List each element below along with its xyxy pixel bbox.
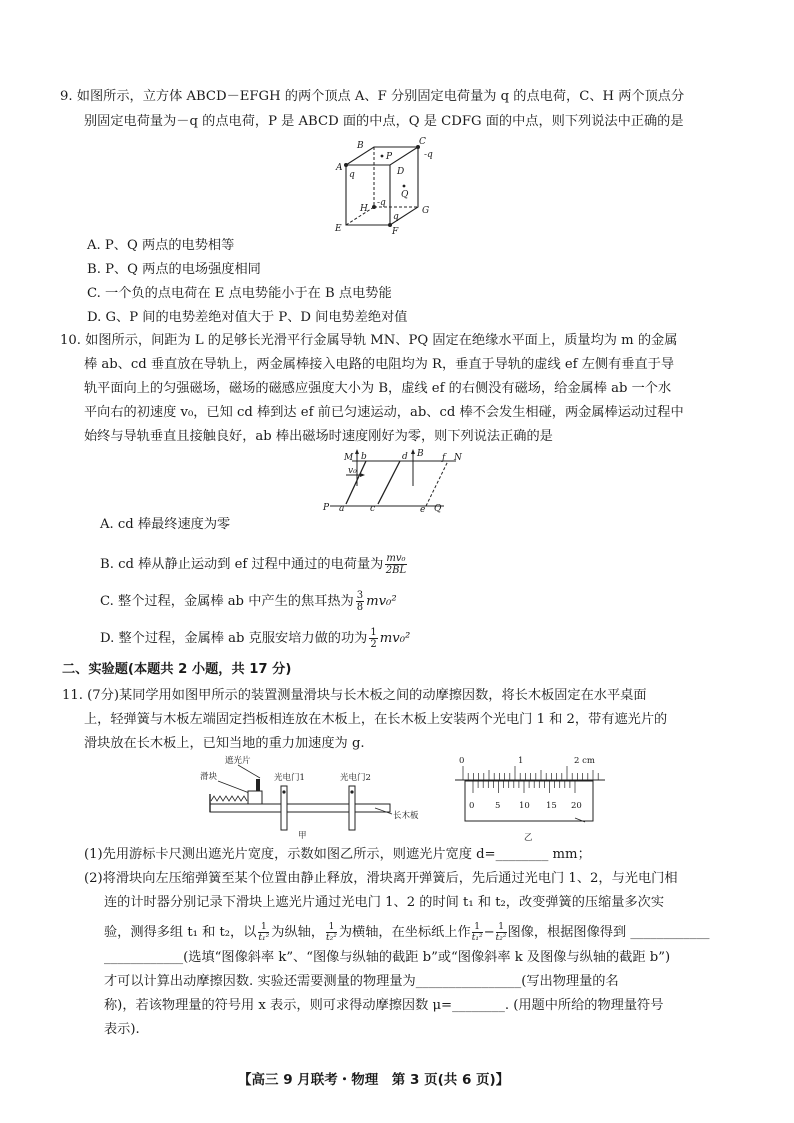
- fraction-numerator: 1: [258, 922, 269, 933]
- cube-label-G: G: [422, 206, 430, 216]
- fraction-denominator: 2BL: [385, 565, 407, 576]
- q10-stem-line1: 10. 如图所示，间距为 L 的足够长光滑平行金属导轨 MN、PQ 固定在绝缘水平面上，质量均为 m 的金属: [60, 333, 678, 348]
- q10-stem-line4: 平向右的初速度 v₀，已知 cd 棒到达 ef 前已匀速运动，ab、cd 棒不会发生相碰，两金属棒运动过程中: [84, 405, 684, 420]
- rails-figure: [322, 448, 462, 514]
- q9-stem-line2: 别固定电荷量为－q 的点电荷，P 是 ABCD 面的中点，Q 是 CDFG 面的中点，则下列说法中正确的是: [84, 114, 684, 129]
- q11-part2-line3-a: 验，测得多组 t₁ 和 t₂，以: [104, 925, 257, 940]
- q10-stem-line5: 始终与导轨垂直且接触良好，ab 棒出磁场时速度刚好为零，则下列说法正确的是: [84, 429, 553, 444]
- fraction-1-over-t1-squared-b: [472, 922, 483, 943]
- q10-option-a: A. cd 棒最终速度为零: [100, 517, 231, 532]
- q10-option-c: [100, 590, 397, 613]
- main-scale-label-1: 1: [518, 756, 524, 766]
- q10-option-d-tail: mv₀²: [379, 631, 411, 646]
- q9-stem-line1: 9. 如图所示，立方体 ABCD－EFGH 的两个顶点 A、F 分别固定电荷量为 q 的点电荷，C、H 两个顶点分: [60, 89, 685, 104]
- main-scale-label-0: 0: [459, 756, 465, 766]
- page-footer: 【高三 9 月联考・物理 第 3 页(共 6 页)】: [238, 1072, 510, 1088]
- fraction-denominator: t₂²: [326, 933, 337, 943]
- rails-label-e: e: [420, 505, 426, 515]
- fraction-denominator: t₁²: [258, 933, 270, 943]
- vernier-figure: [455, 754, 605, 846]
- rails-label-c: c: [370, 504, 376, 514]
- vernier-scale-label-0: 0: [469, 801, 475, 811]
- q10-stem-line2: 棒 ab、cd 垂直放在导轨上，两金属棒接入电路的电阻均为 R，垂直于导轨的虚线 ef 左侧有垂直于导: [84, 357, 675, 372]
- q11-stem-line2: 上，轻弹簧与木板左端固定挡板相连放在木板上，在长木板上安装两个光电门 1 和 2，带有遮光片的: [84, 712, 668, 727]
- q10-option-c-tail: mv₀²: [366, 594, 397, 609]
- fraction-denominator: 8: [356, 602, 364, 613]
- label-gate2: 光电门2: [340, 773, 371, 783]
- label-slider: 滑块: [200, 772, 218, 782]
- q11-part2-line3-c: 为横轴，在坐标纸上作: [338, 925, 471, 940]
- fraction-denominator: 2: [370, 639, 377, 650]
- fraction-numerator: 1: [326, 922, 337, 933]
- cube-label-H: H: [360, 204, 368, 214]
- vernier-scale-label-10: 10: [519, 801, 530, 811]
- q11-part2-line3-d: 图像，根据图像得到 ____________: [507, 925, 710, 940]
- fraction-denominator: t₁²: [471, 933, 483, 943]
- rails-label-v0: v₀: [348, 466, 357, 476]
- fraction-1-over-t2-squared: [326, 922, 337, 943]
- cube-figure: [330, 135, 450, 235]
- cube-label-q-A: q: [349, 170, 355, 180]
- q11-part2-line5: 才可以计算出动摩擦因数. 实验还需要测量的物理量为________________(写出物理量的名: [104, 974, 619, 989]
- q11-part1: (1)先用游标卡尺测出遮光片宽度，示数如图乙所示，则遮光片宽度 d=________ mm；: [84, 847, 591, 862]
- section-heading: 二、实验题(本题共 2 小题，共 17 分): [62, 662, 292, 677]
- q10-option-c-fraction: [356, 590, 364, 613]
- rails-label-b: b: [361, 452, 367, 462]
- fraction-denominator: t₂²: [495, 933, 507, 943]
- fraction-numerator: 1: [370, 627, 377, 638]
- fraction-numerator: 1: [472, 922, 483, 933]
- q11-part2-line3-b: 为纵轴，: [271, 925, 325, 940]
- rails-label-M: M: [344, 453, 354, 463]
- q10-stem-line3: 轨平面向上的匀强磁场，磁场的磁感应强度大小为 B，虚线 ef 的右侧没有磁场，给金属棒 ab 一个水: [84, 381, 672, 396]
- cube-label-negq-C: -q: [424, 150, 433, 160]
- q11-part2-line3: [104, 922, 710, 943]
- rails-label-a: a: [339, 504, 345, 514]
- main-scale-label-2: 2 cm: [574, 756, 595, 766]
- q9-option-d: D. G、P 间的电势差绝对值大于 P、D 间电势差绝对值: [87, 310, 408, 325]
- cube-label-C: C: [419, 137, 426, 147]
- cube-label-E: E: [335, 224, 342, 234]
- q9-option-b: B. P、Q 两点的电场强度相同: [87, 262, 261, 277]
- q9-option-a: A. P、Q 两点的电势相等: [87, 238, 235, 253]
- q10-option-b: [100, 553, 407, 576]
- figure-caption-jia: 甲: [298, 831, 307, 841]
- fraction-1-over-t2-squared-b: [496, 922, 507, 943]
- fraction-1-over-t1-squared: [258, 922, 269, 943]
- cube-label-B: B: [357, 141, 364, 151]
- figure-caption-yi: 乙: [524, 833, 533, 843]
- fraction-numerator: 1: [496, 922, 507, 933]
- fraction-numerator: mv₀: [386, 553, 406, 564]
- q11-part2-line6: 称)，若该物理量的符号用 x 表示，则可求得动摩擦因数 μ=________. (用题中所给的物理量符号: [104, 998, 664, 1013]
- rails-label-P: P: [323, 503, 330, 513]
- rails-label-d: d: [402, 452, 408, 462]
- vernier-scale-label-5: 5: [495, 801, 501, 811]
- cube-label-P: P: [386, 152, 393, 162]
- cube-label-negq-H: -q: [377, 198, 386, 208]
- vernier-scale-label-20: 20: [571, 801, 582, 811]
- rails-label-B: B: [417, 449, 424, 459]
- q11-part2-line1: (2)将滑块向左压缩弹簧至某个位置由静止释放，滑块离开弹簧后，先后通过光电门 1、2，与光电门相: [84, 871, 678, 886]
- cube-label-q-F: q: [393, 212, 399, 222]
- label-gate1: 光电门1: [274, 773, 305, 783]
- rails-label-N: N: [454, 453, 462, 463]
- rails-label-f: f: [442, 453, 446, 463]
- cube-label-F: F: [392, 227, 399, 237]
- fraction-numerator: 3: [356, 590, 364, 601]
- main-scale-ticks: [463, 766, 598, 780]
- q11-part2-line4: ____________(选填“图像斜率 k”、“图像与纵轴的截距 b”或“图像斜率 k 及图像与纵轴的截距 b”): [104, 950, 671, 965]
- q10-option-c-text: C. 整个过程，金属棒 ab 中产生的焦耳热为: [100, 594, 354, 609]
- vernier-scale-label-15: 15: [546, 801, 557, 811]
- q10-option-d-text: D. 整个过程，金属棒 ab 克服安培力做的功为: [100, 631, 368, 646]
- cube-label-Q: Q: [401, 190, 409, 200]
- label-shutter: 遮光片: [225, 756, 251, 766]
- q11-stem-line3: 滑块放在长木板上，已知当地的重力加速度为 g.: [84, 736, 365, 751]
- cube-label-D: D: [397, 167, 405, 177]
- q11-part2-line2: 连的计时器分别记录下滑块上遮光片通过光电门 1、2 的时间 t₁ 和 t₂，改变弹簧的压缩量多次实: [104, 895, 665, 910]
- q9-option-c: C. 一个负的点电荷在 E 点电势能小于在 B 点电势能: [87, 286, 392, 301]
- q10-option-b-fraction: [385, 553, 406, 576]
- cube-label-A: A: [336, 163, 343, 173]
- rails-label-Q: Q: [434, 504, 442, 514]
- q10-option-d-fraction: [369, 627, 377, 650]
- label-board: 长木板: [393, 811, 419, 821]
- q11-stem-line1: 11. (7分)某同学用如图甲所示的装置测量滑块与长木板之间的动摩擦因数，将长木板固定在水平桌面: [62, 688, 647, 703]
- q10-option-b-text: B. cd 棒从静止运动到 ef 过程中通过的电荷量为: [100, 557, 384, 572]
- apparatus-figure: [200, 752, 440, 842]
- q11-part2-line7: 表示).: [104, 1022, 140, 1037]
- minus-sign: −: [483, 925, 495, 940]
- q10-option-d: [100, 627, 410, 650]
